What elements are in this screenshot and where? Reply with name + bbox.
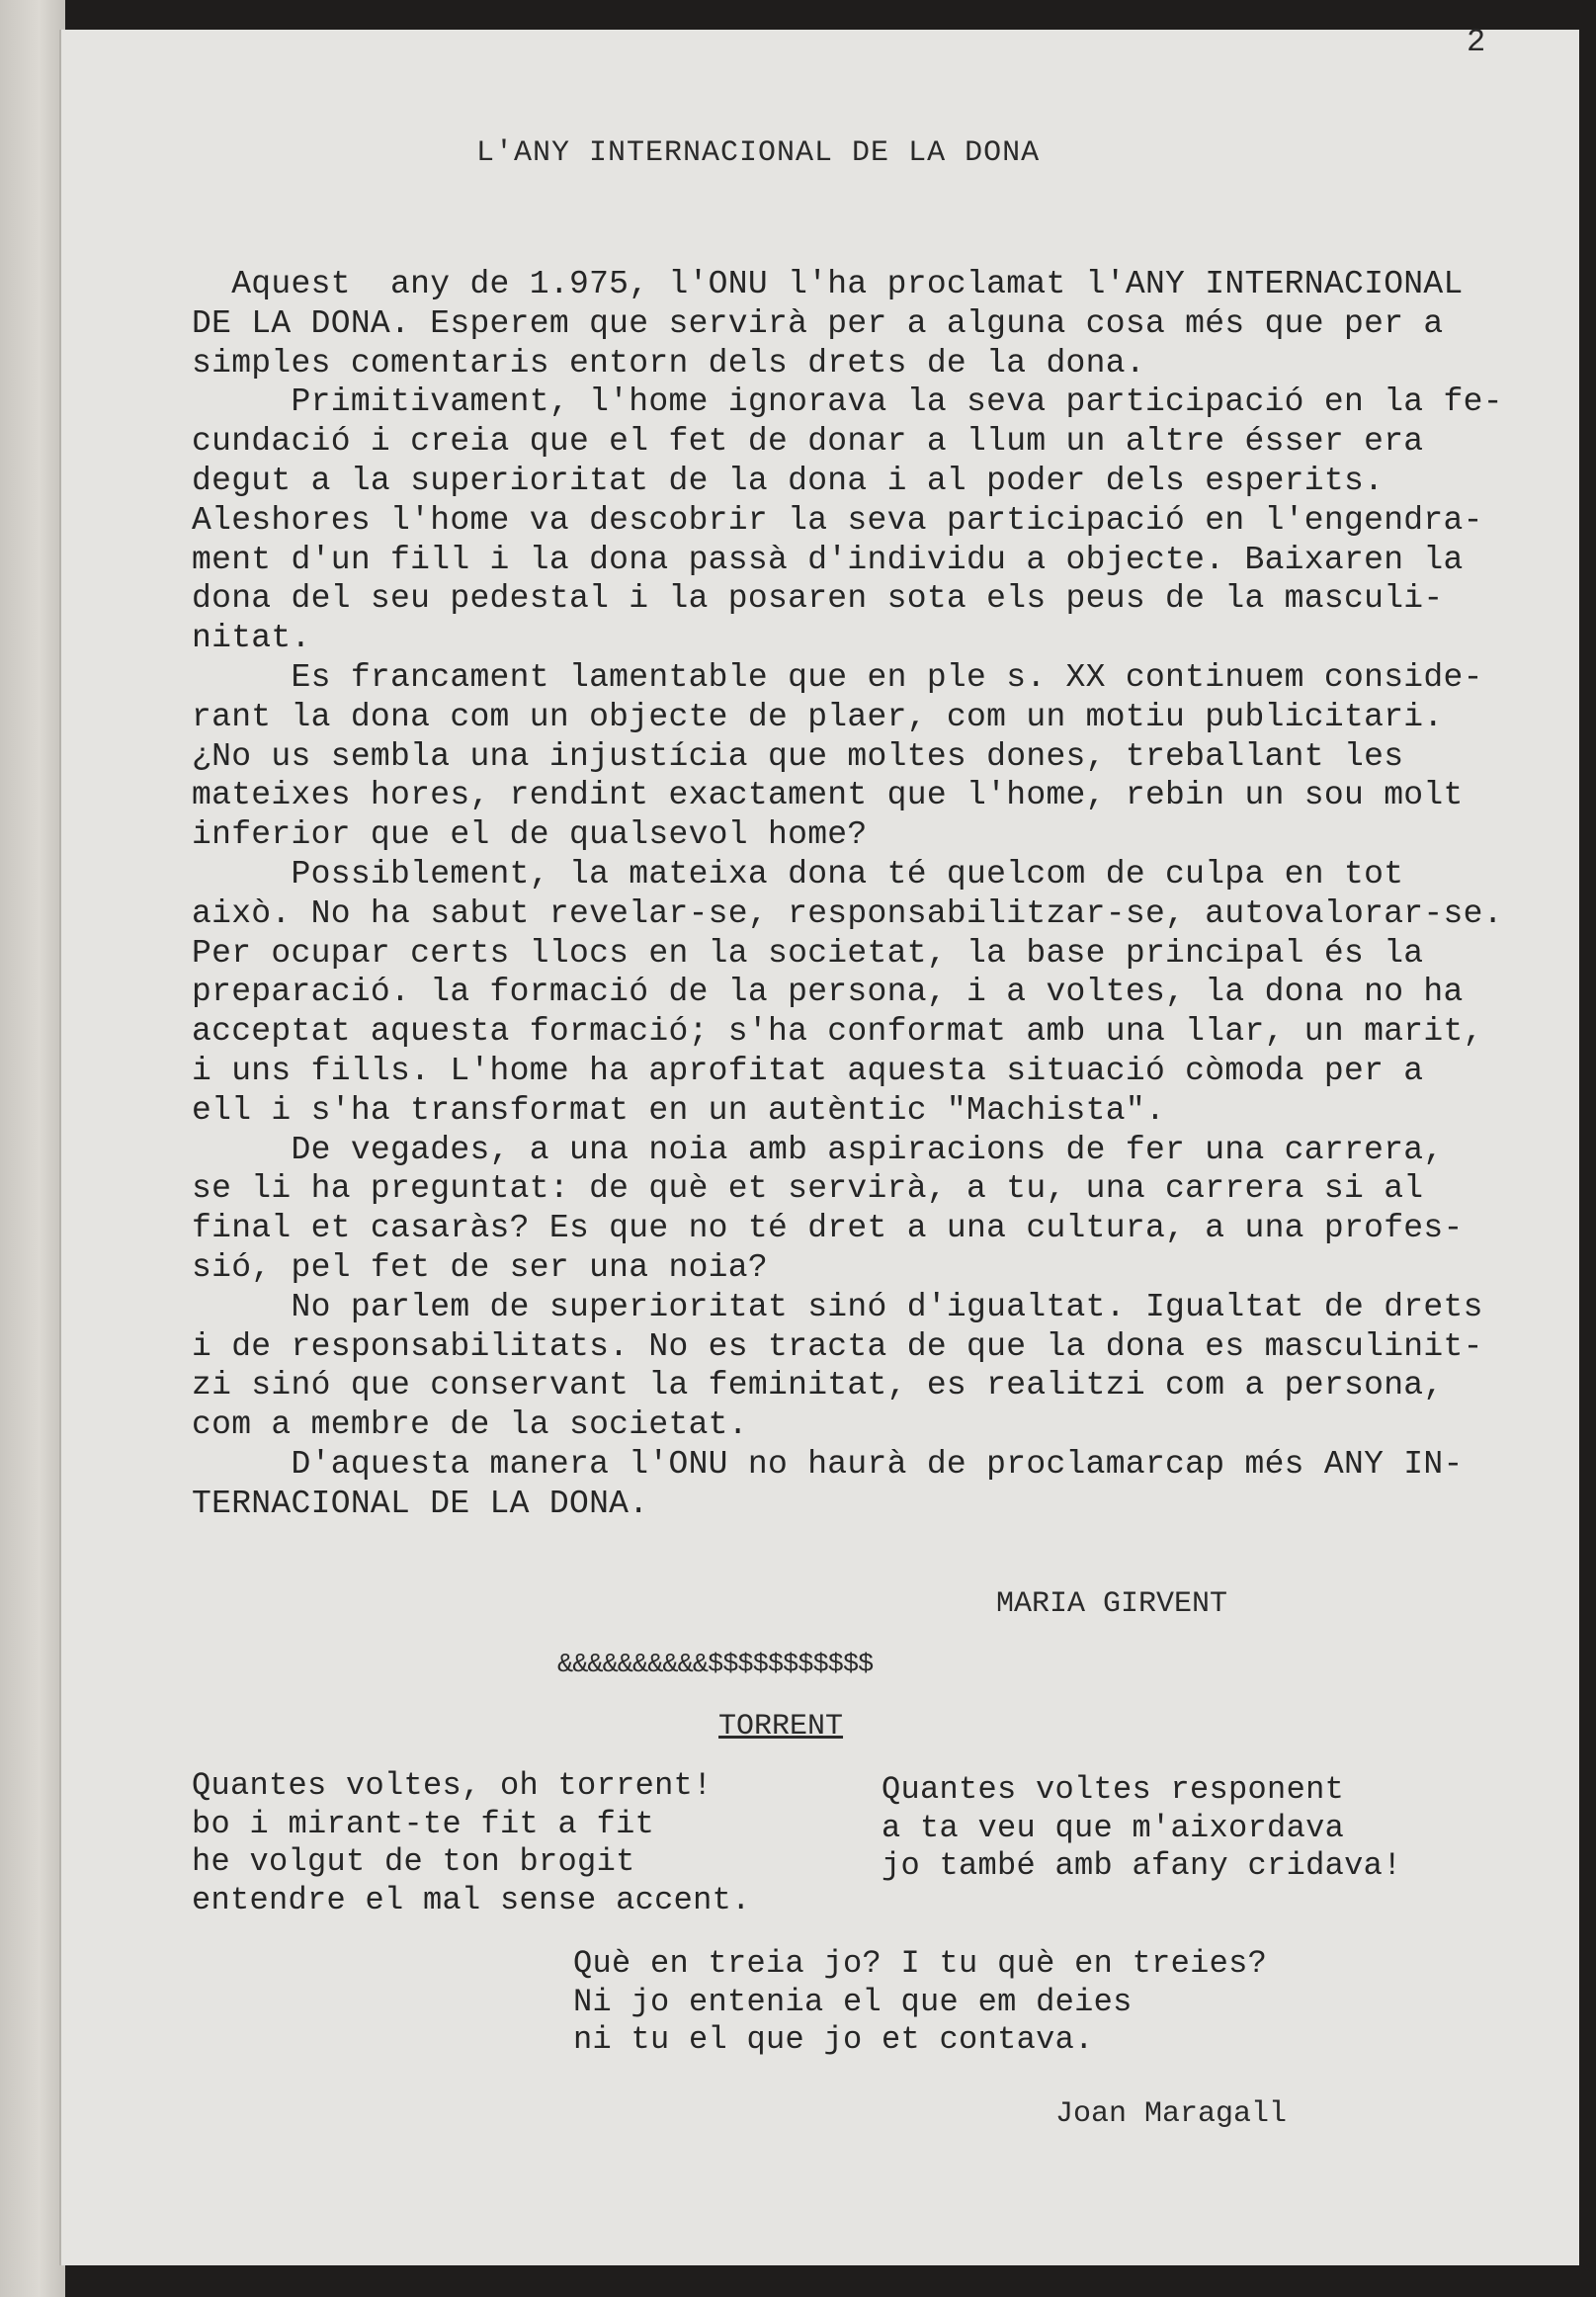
poem-verse: Ni jo entenia el que em deies [573,1983,1133,2020]
article-line: Possiblement, la mateixa dona té quelcom de culpa en tot [192,855,1404,893]
page-number: 2 [1467,24,1486,60]
article-line: D'aquesta manera l'ONU no haurà de proclamarcap més ANY IN- [192,1445,1464,1483]
poem-verse: Quantes voltes, oh torrent! [192,1767,713,1804]
article-line: zi sinó que conservant la feminitat, es realitzi com a persona, [192,1367,1444,1404]
article-line: Primitivament, l'home ignorava la seva participació en la fe- [192,383,1503,421]
poem-verse: entendre el mal sense accent. [192,1881,751,1918]
article-line: nitat. [192,620,311,657]
poem-verse: jo també amb afany cridava! [882,1847,1402,1884]
article-line: Aleshores l'home va descobrir la seva participació en l'engendra- [192,501,1483,539]
poem-stanza-3 [573,1945,1267,2060]
poem-stanza-1 [192,1767,751,1919]
article-line: De vegades, a una noia amb aspiracions de fer una carrera, [192,1131,1444,1168]
article-line: degut a la superioritat de la dona i al poder dels esperits. [192,462,1385,499]
article-line: acceptat aquesta formació; s'ha conformat amb una llar, un marit, [192,1013,1483,1051]
article-line: això. No ha sabut revelar-se, responsabilitzar-se, autovalorar-se. [192,894,1503,932]
section-separator: &&&&&&&&&&$$$$$$$$$$$ [557,1651,874,1680]
poem-author: Joan Maragall [1055,2097,1288,2131]
article-line: TERNACIONAL DE LA DONA. [192,1485,649,1522]
article-line: ¿No us sembla una injustícia que moltes dones, treballant les [192,737,1404,775]
poem-verse: he volgut de ton brogit [192,1843,635,1880]
article-line: inferior que el de qualsevol home? [192,816,868,854]
article-line: final et casaràs? Es que no té dret a una cultura, a una profes- [192,1210,1464,1247]
article-line: sió, pel fet de ser una noia? [192,1248,768,1286]
poem-verse: a ta veu que m'aixordava [882,1809,1345,1846]
article-line: com a membre de la societat. [192,1406,748,1444]
article-title: L'ANY INTERNACIONAL DE LA DONA [476,136,1041,170]
article-line: simples comentaris entorn dels drets de la dona. [192,344,1145,382]
poem-verse: Quantes voltes responent [882,1771,1345,1808]
article-line: Aquest any de 1.975, l'ONU l'ha proclamat l'ANY INTERNACIONAL [192,266,1464,302]
article-line: ment d'un fill i la dona passà d'individu a objecte. Baixaren la [192,541,1464,578]
article-line: No parlem de superioritat sinó d'igualtat. Igualtat de drets [192,1288,1483,1325]
article-line: dona del seu pedestal i la posaren sota els peus de la masculi- [192,580,1444,618]
article-line: mateixes hores, rendint exactament que l'home, rebin un sou molt [192,777,1464,814]
article-line: ell i s'ha transformat en un autèntic "Machista". [192,1091,1166,1129]
article-line: i uns fills. L'home ha aprofitat aquesta situació còmoda per a [192,1052,1424,1089]
article-line: cundació i creia que el fet de donar a llum un altre ésser era [192,423,1424,461]
article-line: Per ocupar certs llocs en la societat, la base principal és la [192,934,1424,972]
document-page [59,24,1579,2265]
article-author: MARIA GIRVENT [996,1587,1228,1621]
poem-stanza-2 [882,1771,1402,1886]
article-line: i de responsabilitats. No es tracta de que la dona es masculinit- [192,1327,1483,1365]
article-line: rant la dona com un objecte de plaer, com un motiu publicitari. [192,698,1444,735]
poem-verse: bo i mirant-te fit a fit [192,1805,655,1842]
article-line: preparació. la formació de la persona, i a voltes, la dona no ha [192,974,1464,1011]
poem-verse: ni tu el que jo et contava. [573,2021,1094,2058]
poem-title: TORRENT [718,1710,844,1744]
article-body [192,265,1575,1524]
previous-page-edge [0,0,65,2297]
article-line: Es francament lamentable que en ple s. XX continuem conside- [192,658,1483,696]
article-line: se li ha preguntat: de què et servirà, a tu, una carrera si al [192,1170,1424,1208]
poem-verse: Què en treia jo? I tu què en treies? [573,1945,1268,1982]
article-line: DE LA DONA. Esperem que servirà per a alguna cosa més que per a [192,304,1444,342]
